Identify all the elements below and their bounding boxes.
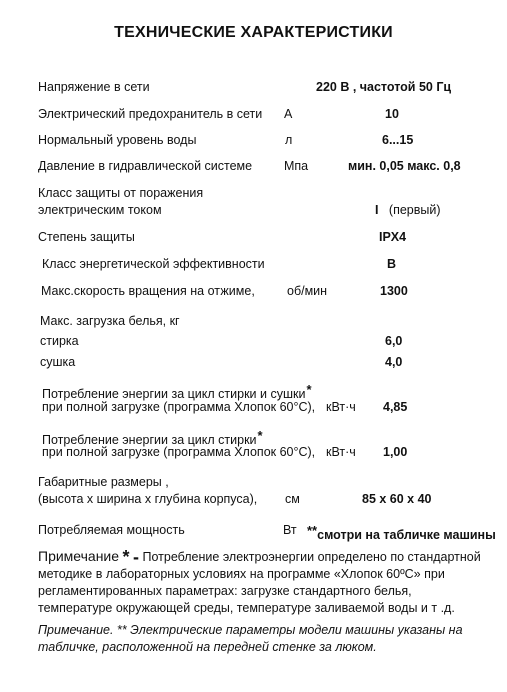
energy-wash-label-1: Потребление энергии за цикл стирки* [42, 428, 263, 447]
protection-class-note: (первый) [388, 203, 441, 217]
load-wash-label: стирка [40, 334, 79, 348]
fuse-value: 10 [385, 107, 399, 121]
fuse-unit: А [284, 107, 293, 121]
protection-class-label-1: Класс защиты от поражения [38, 186, 204, 200]
pressure-label: Давление в гидравлической системе [38, 159, 253, 173]
note-electrical: Примечание. ** Электрические параметры модели машины указаны на табличке, расположенной на передней стенке за люком. [38, 623, 463, 654]
energy-wash-dry-unit: кВт·ч [326, 400, 356, 414]
note-energy-text: Потребление электроэнергии определено по стандартной методике в лабораторных условиях на программе «Хлопок 60ºС» при регламентированных параметрах: загрузке стандартного белья, температуре окружающей среды, температуре заливаемой воды и т .д. [38, 550, 481, 615]
fuse-label: Электрический предохранитель в сети [38, 107, 263, 121]
energy-wash-dry-label-2: при полной загрузке (программа Хлопок 60°С), [42, 400, 316, 414]
power-label: Потребляемая мощность [38, 523, 185, 537]
load-dry-label: сушка [40, 355, 76, 369]
power-value: **смотри на табличке машины [307, 523, 496, 542]
load-wash-value: 6,0 [385, 334, 403, 348]
spin-value: 1300 [380, 284, 408, 298]
note-energy [38, 548, 488, 617]
voltage-label: Напряжение в сети [38, 80, 150, 94]
water-unit: л [285, 133, 293, 147]
water-label: Нормальный уровень воды [38, 133, 197, 147]
ip-value: IPX4 [379, 230, 407, 244]
voltage-value: 220 В , частотой 50 Гц [316, 80, 452, 94]
protection-class-label-2: электрическим током [38, 203, 162, 217]
energy-wash-unit: кВт·ч [326, 445, 356, 459]
dimensions-unit: см [285, 492, 300, 506]
spin-unit: об/мин [287, 284, 328, 298]
energy-wash-value: 1,00 [383, 445, 408, 459]
footnote-double-star-icon: ** [307, 523, 318, 538]
pressure-unit: Мпа [284, 159, 309, 173]
energy-wash-dry-label-1: Потребление энергии за цикл стирки и сушки* [42, 382, 312, 401]
power-unit: Вт [283, 523, 297, 537]
dimensions-label-1: Габаритные размеры , [38, 475, 169, 489]
water-value: 6...15 [382, 133, 414, 147]
energy-wash-dry-value: 4,85 [383, 400, 408, 414]
note-dash: - [133, 547, 140, 567]
ip-label: Степень защиты [38, 230, 135, 244]
footnote-star-icon: * [257, 428, 263, 443]
dimensions-label-2: (высота х ширина х глубина корпуса), [38, 492, 258, 506]
protection-class-value: I (первый) [375, 203, 441, 217]
spin-label: Макс.скорость вращения на отжиме, [41, 284, 255, 298]
note-energy-head: Примечание [38, 548, 120, 564]
energy-wash-label-2: при полной загрузке (программа Хлопок 60°С), [42, 445, 316, 459]
pressure-value: мин. 0,05 макс. 0,8 [348, 159, 461, 173]
page-title: ТЕХНИЧЕСКИЕ ХАРАКТЕРИСТИКИ [114, 24, 393, 41]
energy-class-value: В [387, 257, 397, 271]
note-star-icon: * [122, 547, 130, 567]
dimensions-value: 85 х 60 х 40 [362, 492, 432, 506]
energy-class-label: Класс энергетической эффективности [42, 257, 265, 271]
load-label: Макс. загрузка белья, кг [40, 314, 180, 328]
load-dry-value: 4,0 [385, 355, 403, 369]
footnote-star-icon: * [306, 382, 312, 397]
